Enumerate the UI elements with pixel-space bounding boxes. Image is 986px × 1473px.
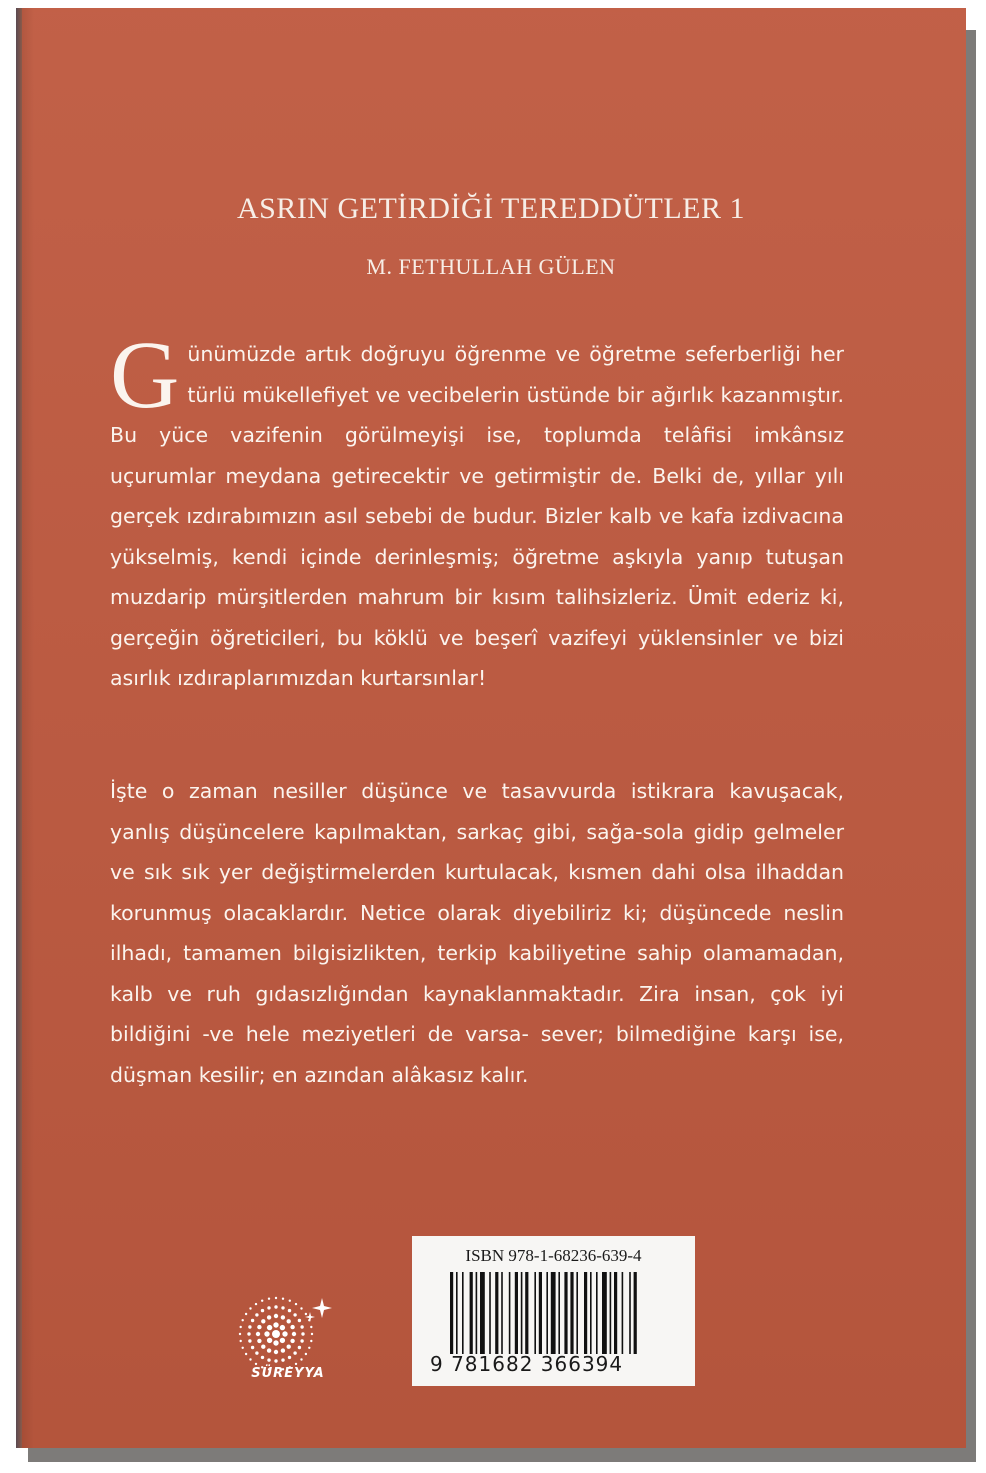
book-title: ASRIN GETİRDİĞİ TEREDDÜTLER 1: [236, 192, 746, 225]
barcode-bars: [450, 1272, 666, 1354]
book-author: M. FETHULLAH GÜLEN: [366, 254, 616, 279]
blurb-paragraph-1-text: ünümüzde artık doğruyu öğrenme ve öğretme seferberliği her türlü mükellefiyet ve vecibelerin üstünde bir ağırlık kazanmıştır. Bu yüce vazifenin görülmeyişi ise, toplumda telâfisi imkânsız uçurumlar meydana getirecektir ve getirmiştir de. Belki de, yıllar yılı gerçek ızdırabımızın asıl sebebi de budur. Bizler kalb ve kafa izdivacına yükselmiş, kendi içinde derinleşmiş; öğretme aşkıyla yanıp tutuşan muzdarip mürşitlerden mahrum bir kısım talihsizleriz. Ümit ederiz ki, gerçeğin öğreticileri, bu köklü ve beşerî vazifeyi yüklensinler ve bizi asırlık ızdıraplarımızdan kurtarsınlar!: [110, 342, 844, 690]
isbn-label: ISBN 978-1-68236-639-4: [465, 1246, 642, 1265]
publisher-name: SÜREYYA: [251, 1366, 325, 1381]
book-back-cover: [16, 8, 966, 1448]
barcode-digits: 9 781682 366394: [430, 1352, 624, 1376]
drop-cap: G: [110, 321, 180, 428]
blurb-paragraph-1: [110, 321, 844, 699]
isbn-barcode: [412, 1236, 695, 1386]
blurb-paragraph-2: İşte o zaman nesiller düşünce ve tasavvurda istikrara kavuşacak, yanlış düşüncelere kapılmaktan, sarkaç gibi, sağa-sola gidip gelmeler ve sık sık yer değiştirmelerden kurtulacak, kısmen dahi olsa ilhaddan korunmuş olacaklardır. Netice olarak diyebiliriz ki; düşüncede neslin ilhadı, tamamen bilgisizlikten, terkip kabiliyetine sahip olamamadan, kalb ve ruh gıdasızlığından kaynaklanmaktadır. Zira insan, çok iyi bildiğini -ve hele meziyetleri de varsa- sever; bilmediğine karşı ise, düşman kesilir; en azından alâkasız kalır.: [110, 779, 844, 1087]
